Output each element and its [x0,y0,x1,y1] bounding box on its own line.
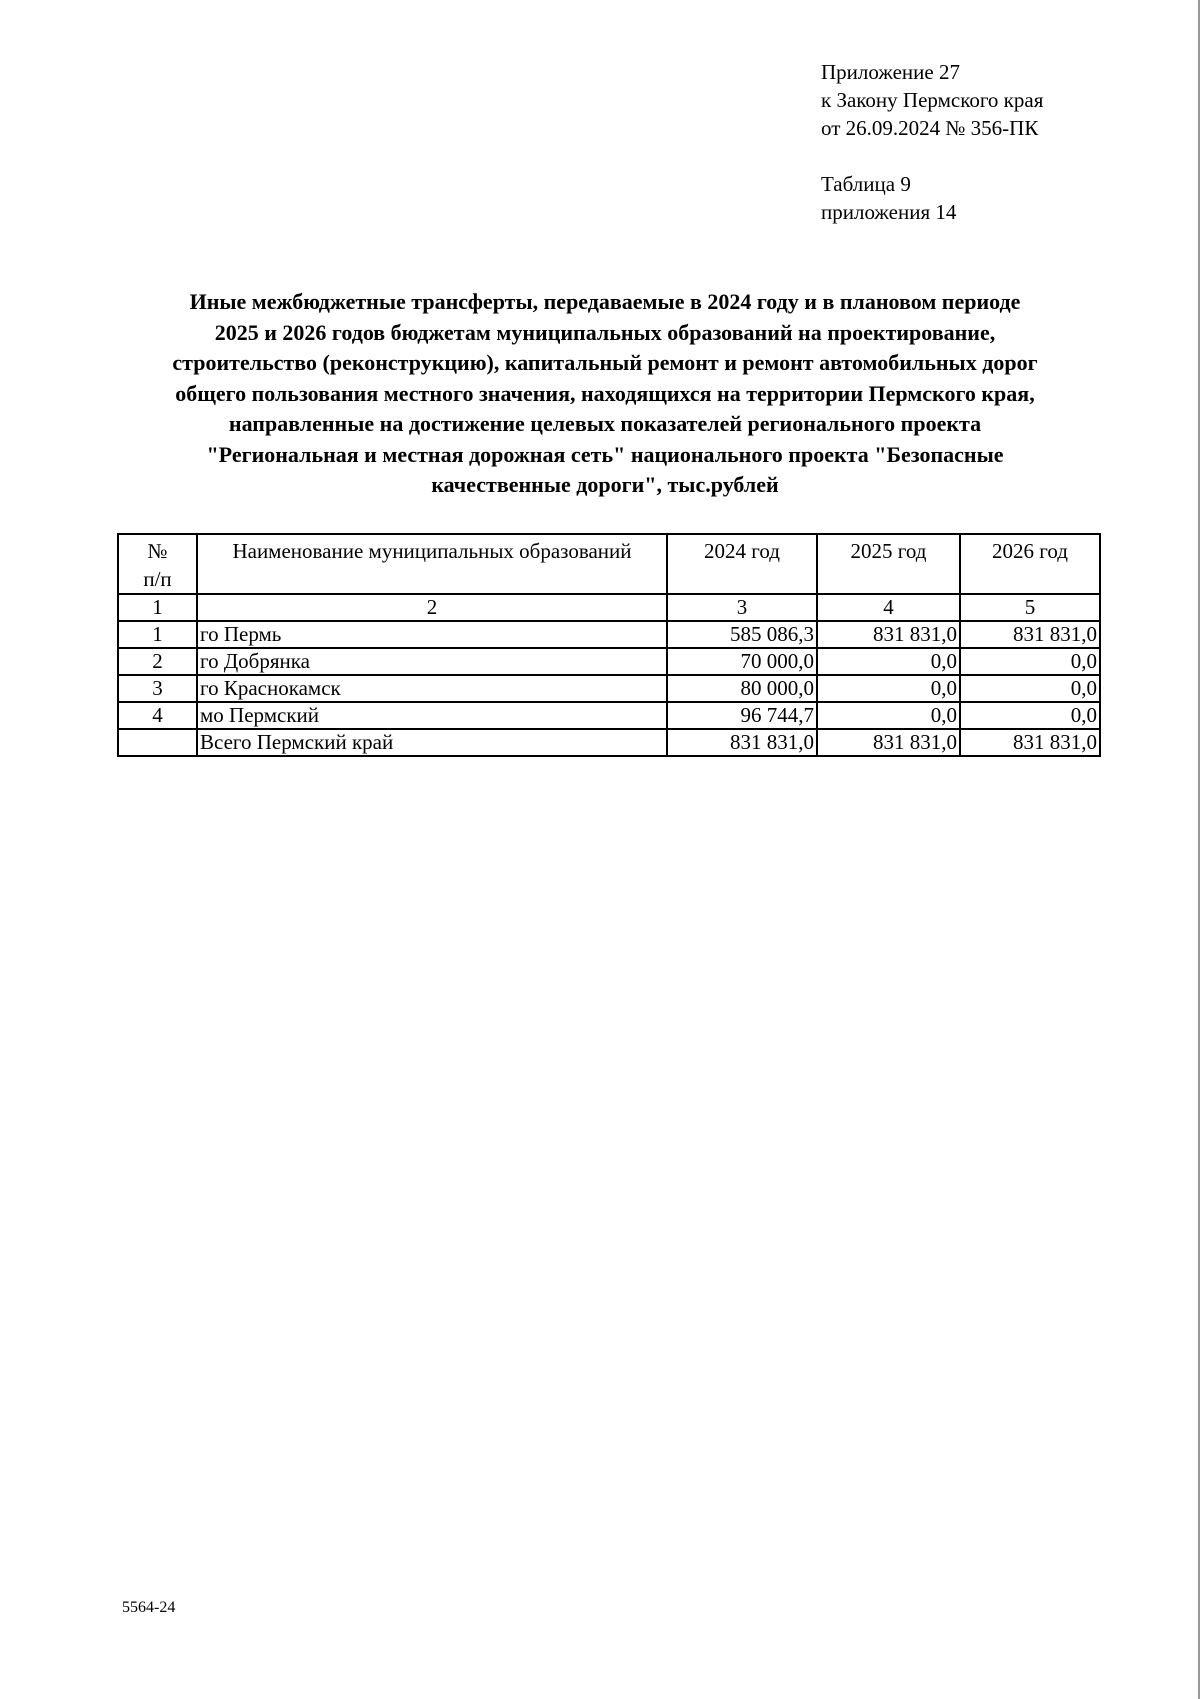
total-2025: 831 831,0 [817,729,960,756]
header-num-symbol: № [147,539,168,563]
value-2024: 585 086,3 [667,621,817,648]
table-header-row [118,534,1100,594]
municipality-name: мо Пермский [197,702,667,729]
value-2026: 0,0 [960,702,1100,729]
row-number: 1 [118,621,197,648]
appendix-law-ref: к Закону Пермского края [821,88,1044,112]
total-2024: 831 831,0 [667,729,817,756]
value-2024: 96 744,7 [667,702,817,729]
table-appendix-ref: приложения 14 [821,200,957,224]
title-line: Иные межбюджетные трансферты, передаваемые в 2024 году и в плановом периоде [189,289,1021,314]
column-number: 2 [197,594,667,621]
title-line: качественные дороги", тыс.рублей [431,472,779,497]
title-line: направленные на достижение целевых показателей регионального проекта [228,411,982,436]
transfers-table [117,533,1101,757]
title-line: 2025 и 2026 годов бюджетам муниципальных образований на проектирование, [214,319,996,345]
header-num-abbr: п/п [143,567,172,591]
municipality-name: го Пермь [197,621,667,648]
column-number: 4 [817,594,960,621]
title-line: "Региональная и местная дорожная сеть" национального проекта "Безопасные [206,441,1004,467]
document-code: 5564-24 [122,1599,176,1616]
municipality-name: го Краснокамск [197,675,667,702]
table-row [118,621,1100,648]
table-number: Таблица 9 [821,172,911,196]
column-number: 1 [118,594,197,621]
row-number: 3 [118,675,197,702]
column-number: 5 [960,594,1100,621]
total-label: Всего Пермский край [197,729,667,756]
value-2025: 831 831,0 [817,621,960,648]
row-number [118,729,197,756]
municipality-name: го Добрянка [197,648,667,675]
row-number: 4 [118,702,197,729]
appendix-number: Приложение 27 [821,60,960,84]
header-2026: 2026 год [960,534,1100,594]
table-total-row [118,729,1100,756]
value-2024: 70 000,0 [667,648,817,675]
header-num [118,534,197,594]
table-row [118,648,1100,675]
row-number: 2 [118,648,197,675]
document-title [110,287,1100,501]
value-2026: 0,0 [960,675,1100,702]
value-2026: 0,0 [960,648,1100,675]
column-number-row [118,594,1100,621]
total-2026: 831 831,0 [960,729,1100,756]
table-row [118,702,1100,729]
header-municipality: Наименование муниципальных образований [197,534,667,594]
title-line: общего пользования местного значения, находящихся на территории Пермского края, [175,380,1035,406]
appendix-law-date: от 26.09.2024 № 356-ПК [821,116,1039,140]
value-2025: 0,0 [817,675,960,702]
title-line: строительство (реконструкцию), капитальный ремонт и ремонт автомобильных дорог [172,350,1038,375]
value-2025: 0,0 [817,702,960,729]
table-row [118,675,1100,702]
appendix-header [821,58,1043,142]
value-2024: 80 000,0 [667,675,817,702]
header-2025: 2025 год [817,534,960,594]
value-2026: 831 831,0 [960,621,1100,648]
header-2024: 2024 год [667,534,817,594]
column-number: 3 [667,594,817,621]
table-reference [821,170,956,226]
value-2025: 0,0 [817,648,960,675]
